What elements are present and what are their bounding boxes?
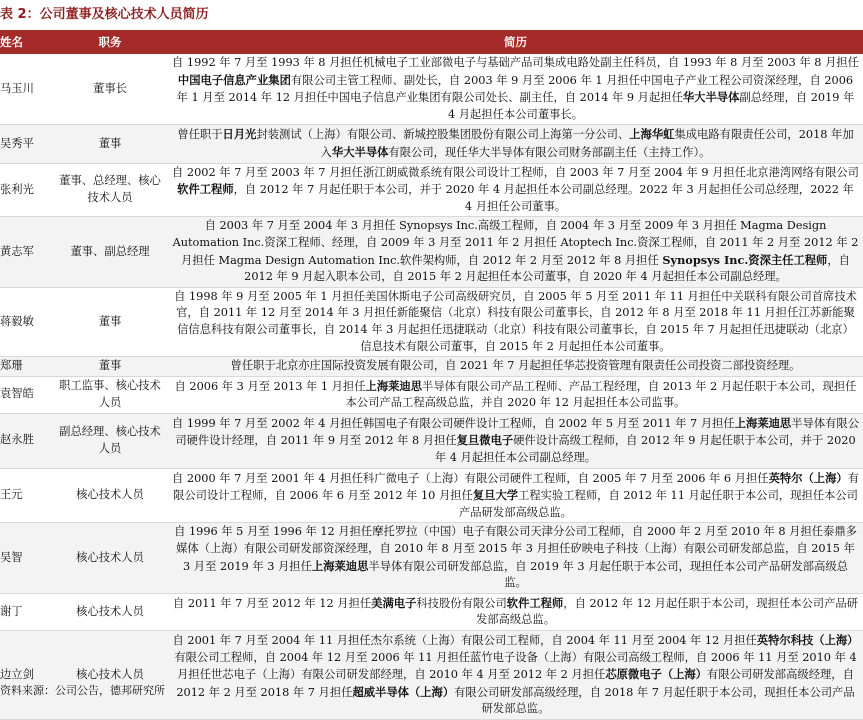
table-body [0,54,863,719]
bio-text: ，自 2012 年 9 月起入职本公司，自 2015 年 2 月起担任本公司董事，自 2020 年 4 月起担任本公司副总经理。 [244,253,850,284]
bio-highlight: 软件工程师 [506,595,564,610]
person-name: 吴智 [0,523,52,593]
person-role: 董事长 [52,54,168,125]
bio-highlight: 上海莱迪思 [365,378,423,393]
bio-highlight: 复旦微电子 [456,433,514,448]
bio-highlight: 上海华虹 [629,127,675,142]
table-row [0,523,863,593]
person-role: 核心技术人员 [52,631,168,720]
bio-text: 自 1998 年 9 月至 2005 年 1 月担任美国休斯电子公司高级研究员，自 2005 年 5 月至 2011 年 11 月担任中关联科有限公司首席技术官，自 2011 年 12 月至 2014 年 3 月担任新能聚信（北京）科技有限公司董事长，自 2012 年 8 月至 2018 年 11 月担任江苏新能聚信信息科技有限公司董事长，自 2014 年 3 月起担任迅捷联动（北京）科技有限公司董事长，自 2015 年 7 月起担任迅捷联动（北京）信息技术有限公司董事，自 2015 年 2 月起担任本公司董事。 [174,289,857,353]
bio-text: 自 1996 年 5 月至 1996 年 12 月担任摩托罗拉（中国）电子有限公司天津分公司工程师，自 2000 年 2 月至 2010 年 8 月担任泰鼎多媒体（上海）有限公司研发部资深经理，自 2010 年 8 月至 2015 年 3 月担任矽映电子科技（上海）有限公司研发部总监，自 2015 年 3 月至 2019 年 3 月担任 [174,525,857,573]
bio-text: 工程实验工程师，自 2012 年 11 月起任职于本公司，现担任本公司产品研发部高级总监。 [459,489,858,519]
bio-highlight: 美满电子 [371,595,417,610]
bio-highlight: 中国电子信息产业集团 [177,72,291,87]
person-role: 核心技术人员 [52,593,168,630]
person-bio [168,54,863,125]
bio-table [0,30,863,720]
bio-highlight: 英特尔科技（上海） [756,633,859,647]
bio-text: 自 1999 年 7 月至 2002 年 4 月担任韩国电子有限公司硬件设计工程师，自 2002 年 5 月至 2011 年 7 月担任 [172,416,735,430]
person-name: 谢丁 [0,593,52,630]
person-name: 王元 [0,468,52,523]
column-header-name: 姓名 [0,34,23,49]
person-name: 边立剑 [0,631,52,720]
person-bio [168,125,863,163]
person-bio [168,413,863,468]
bio-text: 自 2001 年 7 月至 2004 年 11 月担任杰尔系统（上海）有限公司工程师，自 2004 年 11 月至 2004 年 12 月担任 [172,634,757,647]
person-bio [168,217,863,287]
table-row [0,125,863,163]
bio-text: 有限公司设计工程师，自 2006 年 6 月至 2012 年 10 月担任 [173,471,860,503]
bio-text: 有限公司主管工程师、副处长，自 2003 年 9 月至 2006 年 1 月担任中国电子产业工程公司资深经理，自 2006 年 1 月至 2014 年 12 月担任中国电子信息产业集团有限公司处长、副主任，自 2014 年 9 月起担任 [176,73,854,105]
bio-text: 有限公司工程师，自 2004 年 12 月至 2006 年 11 月担任蓝竹电子设备（上海）有限公司高级工程师，自 2006 年 11 月至 2010 年 4 月担任世芯电子（上海）有限公司研发部经理，自 2010 年 4 月至 2012 年 2 月担任 [174,650,857,682]
column-header-role: 职务 [98,34,122,49]
person-name: 蒋毅敏 [0,287,52,356]
bio-highlight: 英特尔（上海） [768,470,848,485]
bio-highlight: 华大半导体 [331,144,389,159]
bio-highlight: 软件工程师 [177,182,234,197]
source-note: 资料来源：公司公告，德邦研究所 [0,684,165,697]
bio-text: 半导体有限公司产品工程师、产品工程经理，自 2013 年 2 月起任职于本公司，现担任本公司产品工程高级总监，并自 2020 年 12 月起担任本公司监事。 [345,379,857,410]
person-role: 职工监事、核心技术人员 [52,376,168,413]
bio-text: 半导体有限公司硬件设计经理，自 2011 年 9 月至 2012 年 8 月担任 [175,416,860,448]
person-role: 董事、总经理、核心技术人员 [52,163,168,217]
bio-text: 科技股份有限公司 [416,596,507,610]
bio-table-wrapper [0,30,863,720]
bio-text: ，自 2012 年 12 月起任职于本公司，现担任本公司产品研发部高级总监。 [475,596,858,627]
person-bio [168,593,863,630]
bio-text: 自 2000 年 7 月至 2001 年 4 月担任科广微电子（上海）有限公司硬件工程师，自 2005 年 7 月至 2006 年 6 月担任 [172,471,769,485]
person-name: 赵永胜 [0,413,52,468]
bio-highlight: 华大半导体 [682,90,740,105]
bio-text: 曾任职于 [177,128,223,142]
person-role: 副总经理、核心技术人员 [52,413,168,468]
column-header-bio: 简历 [504,34,527,49]
table-row [0,631,863,720]
person-role: 董事 [52,287,168,356]
table-row [0,287,863,356]
bio-highlight: Synopsys Inc.资深主任工程师 [662,252,828,267]
person-bio [168,163,863,217]
bio-text: 曾任职于北京亦庄国际投资发展有限公司，自 2021 年 7 月起担任华芯投资管理有限责任公司投资二部投资经理。 [230,359,801,373]
bio-text: 自 2011 年 7 月至 2012 年 12 月担任 [173,596,372,610]
person-role: 核心技术人员 [52,523,168,593]
person-name: 郑珊 [0,357,52,377]
table-row [0,54,863,125]
person-bio [168,468,863,523]
table-row [0,217,863,287]
table-row [0,357,863,377]
bio-text: 自 2006 年 3 月至 2013 年 1 月担任 [174,379,366,393]
bio-text: 有限公司，现任华大半导体有限公司财务部副主任（主持工作）。 [388,145,711,159]
bio-highlight: 芯原微电子（上海） [605,667,708,682]
person-role: 董事 [52,357,168,377]
bio-text: 自 1992 年 7 月至 1993 年 8 月担任机械电子工业部微电子与基础产品司集成电路处副主任科员，自 1993 年 8 月至 2003 年 8 月担任 [172,56,859,69]
person-bio [168,287,863,356]
table-row [0,593,863,630]
table-row [0,163,863,217]
bio-highlight: 上海莱迪思 [734,415,792,430]
bio-text: ，自 2012 年 7 月起任职于本公司，并于 2020 年 4 月起担任本公司副总经理。2022 年 3 月起担任公司总经理，2022 年 4 月担任公司董事。 [233,183,854,213]
person-name: 马玉川 [0,54,52,125]
person-bio [168,631,863,720]
person-role: 董事 [52,125,168,163]
bio-text: 集成电路有限责任公司，2018 年加入 [320,128,854,159]
table-row [0,376,863,413]
person-bio [168,523,863,593]
bio-text: 有限公司研发部高级经理，自 2012 年 2 月至 2018 年 7 月担任 [176,668,854,699]
bio-highlight: 超威半导体（上海） [352,684,455,699]
person-bio [168,376,863,413]
bio-text: 自 2002 年 7 月至 2003 年 7 月担任浙江朗威微系统有限公司设计工程师，自 2003 年 7 月至 2004 年 9 月担任北京港湾网络有限公司 [172,165,859,179]
table-row [0,468,863,523]
table-row [0,413,863,468]
bio-text: 有限公司研发部高级经理，自 2018 年 7 月起任职于本公司，现担任本公司产品研发部总监。 [454,685,855,716]
bio-text: 半导体有限公司研发部总监，自 2019 年 3 月起任职于本公司，现担任本公司产品研发部高级总监。 [368,559,848,590]
table-header-row [0,30,863,54]
bio-text: 封装测试（上海）有限公司、新城控股集团股份有限公司上海第一分公司、 [256,128,630,142]
bio-text: 自 2003 年 7 月至 2004 年 3 月担任 Synopsys Inc.高级工程师，自 2004 年 3 月至 2009 年 3 月担任 Magma Design Automation Inc.资深工程师、经理，自 2009 年 3 月至 2011 年 2 月担任 Atoptech Inc.资深工程师，自 2011 年 2 月至 2012 年 2 月担任 Magma Design Automation Inc.软件架构师，自 2012 年 2 月至 2012 年 8 月担任 [172,219,859,267]
bio-text: 硬件设计高级工程师，自 2012 年 9 月起任职于本公司，并于 2020 年 4 月起担任本公司副总经理。 [434,434,856,465]
person-name: 袁智皓 [0,376,52,413]
table-caption: 表 2：公司董事及核心技术人员简历 [0,7,209,22]
person-role: 董事、副总经理 [52,217,168,287]
person-name: 吴秀平 [0,125,52,163]
person-name: 黄志军 [0,217,52,287]
bio-highlight: 复旦大学 [472,488,519,503]
bio-highlight: 日月光 [222,127,257,142]
person-bio [168,357,863,377]
bio-highlight: 上海莱迪思 [311,558,369,573]
person-name: 张利光 [0,163,52,217]
person-role: 核心技术人员 [52,468,168,523]
bio-text: 副总经理，自 2019 年 4 月起担任本公司董事长。 [447,91,855,121]
